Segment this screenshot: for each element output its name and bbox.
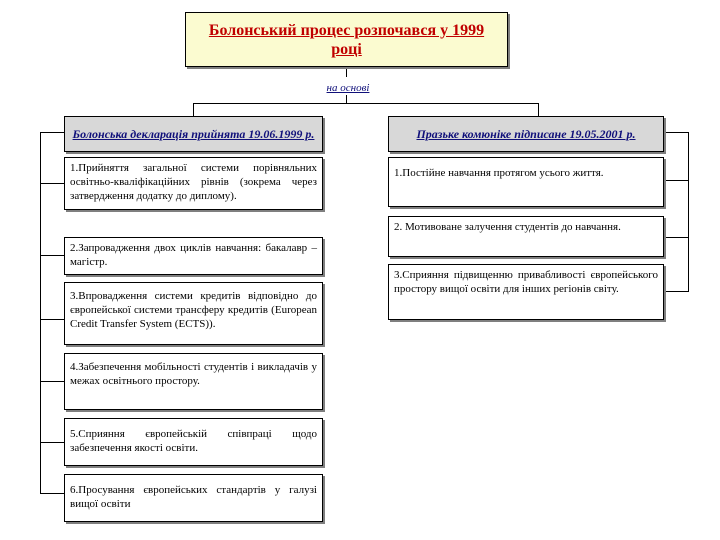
left-item-1 xyxy=(64,157,323,210)
connector-left-drop xyxy=(193,103,194,116)
left-header-text: Болонська декларація прийнята 19.06.1999 р. xyxy=(72,126,315,141)
left-branch-4 xyxy=(40,381,64,382)
left-item-6 xyxy=(64,474,323,522)
left-item-text: 4.Забезпечення мобільності студентів і викладачів у межах освітнього простору. xyxy=(70,361,317,387)
left-item-text: 6.Просування європейських стандартів у галузі вищої освіти xyxy=(70,484,317,510)
left-item-5 xyxy=(64,418,323,466)
left-item-text: 1.Прийняття загальної системи порівняльних освітньо-кваліфікаційних рівнів (зокрема через затвердження додатку до диплому). xyxy=(70,162,317,202)
connector-top-stem xyxy=(346,67,347,77)
left-item-3 xyxy=(64,282,323,345)
right-branch-1 xyxy=(664,180,689,181)
right-header-text: Празьке комюніке підписане 19.05.2001 р. xyxy=(416,126,636,141)
right-branch-3 xyxy=(664,291,689,292)
left-branch-3 xyxy=(40,319,64,320)
right-item-text: 3.Сприяння підвищенню привабливості європейського простору вищої освіти для інших регіонів світу. xyxy=(394,269,658,295)
right-spine-top xyxy=(664,132,689,133)
title-box xyxy=(185,12,508,67)
connector-horizontal xyxy=(193,103,538,104)
left-branch-2 xyxy=(40,255,64,256)
left-item-2 xyxy=(64,237,323,275)
left-header-box xyxy=(64,116,323,152)
right-branch-2 xyxy=(664,237,689,238)
left-item-4 xyxy=(64,353,323,410)
left-branch-6 xyxy=(40,493,64,494)
right-item-text: 2. Мотивоване залучення студентів до навчання. xyxy=(394,221,621,233)
left-spine-top xyxy=(40,132,64,133)
right-spine xyxy=(688,132,689,291)
left-branch-1 xyxy=(40,183,64,184)
left-item-text: 2.Запровадження двох циклів навчання: бакалавр – магістр. xyxy=(70,242,317,268)
left-item-text: 3.Впровадження системи кредитів відповідно до європейської системи трансферу кредитів (European Credit Transfer System (ECTS)). xyxy=(70,290,317,330)
title-text: Болонський процес розпочався у 1999 році xyxy=(208,21,485,58)
right-item-1 xyxy=(388,157,664,207)
right-item-text: 1.Постійне навчання протягом усього життя. xyxy=(394,167,604,179)
connector-basis-stem xyxy=(346,95,347,103)
left-spine xyxy=(40,132,41,493)
basis-label: на основі xyxy=(326,82,370,94)
right-item-2 xyxy=(388,216,664,257)
right-item-3 xyxy=(388,264,664,320)
left-item-text: 5.Сприяння європейській співпраці щодо забезпечення якості освіти. xyxy=(70,428,317,454)
right-header-box xyxy=(388,116,664,152)
connector-right-drop xyxy=(538,103,539,116)
left-branch-5 xyxy=(40,442,64,443)
